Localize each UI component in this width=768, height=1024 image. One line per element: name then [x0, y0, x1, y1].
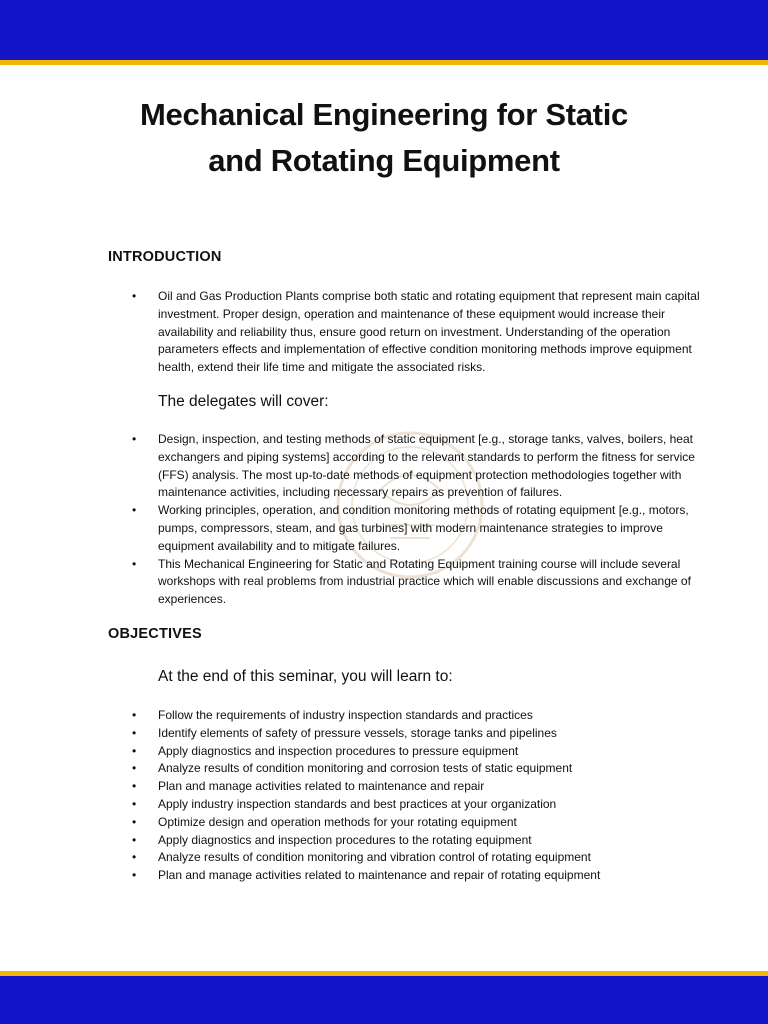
bullet-icon: • — [132, 779, 137, 794]
objective-text: Analyze results of condition monitoring and corrosion tests of static equipment — [158, 761, 573, 776]
list-item — [0, 707, 703, 725]
objective-text: Apply diagnostics and inspection procedures to the rotating equipment — [158, 832, 532, 847]
bullet-icon: • — [132, 868, 137, 883]
cover-item-text: This Mechanical Engineering for Static and Rotating Equipment training course will include several workshops with real problems from industrial practice which will enable discussions and exchange of experiences. — [158, 556, 691, 607]
cover-list — [0, 431, 703, 609]
objective-text: Identify elements of safety of pressure vessels, storage tanks and pipelines — [158, 725, 557, 740]
list-item — [0, 796, 703, 814]
header-band — [0, 0, 768, 65]
list-item — [0, 502, 703, 555]
bullet-icon: • — [132, 725, 137, 740]
introduction-paragraph: Oil and Gas Production Plants comprise both static and rotating equipment that represent main capital investment. Proper design, operation and maintenance of these equipment would increase their availability and reliability thus, ensure good return on investment. Understanding of the operation parameters effects and implementation of effective condition monitoring methods improve equipment health, extend their life time and mitigate the associated risks. — [158, 289, 700, 375]
objective-text: Plan and manage activities related to maintenance and repair of rotating equipment — [158, 868, 601, 883]
bullet-icon: • — [132, 850, 137, 865]
bullet-icon: • — [132, 743, 137, 758]
cover-item-text: Design, inspection, and testing methods of static equipment [e.g., storage tanks, valves, boilers, heat exchangers and piping systems] according to the relevant standards to perform the fitness for service (FFS) analysis. The most up-to-date methods of equipment protection methodologies together with maintenance activities, including necessary repairs as prevention of failures. — [158, 432, 695, 500]
objectives-list — [0, 707, 703, 885]
objective-text: Follow the requirements of industry inspection standards and practices — [158, 708, 533, 722]
objective-text: Plan and manage activities related to maintenance and repair — [158, 779, 485, 794]
list-item — [0, 832, 703, 850]
bullet-icon: • — [132, 832, 137, 847]
objective-text: Optimize design and operation methods for your rotating equipment — [158, 814, 517, 829]
objectives-heading: OBJECTIVES — [108, 626, 202, 642]
objectives-lead: At the end of this seminar, you will learn to: — [158, 668, 453, 685]
list-item — [0, 556, 703, 609]
list-item — [0, 814, 703, 832]
list-item — [0, 725, 703, 743]
bullet-icon: • — [132, 796, 137, 811]
objective-text: Analyze results of condition monitoring and vibration control of rotating equipment — [158, 850, 591, 865]
introduction-heading: INTRODUCTION — [108, 249, 222, 265]
bullet-icon: • — [132, 289, 137, 303]
list-item — [0, 778, 703, 796]
objective-text: Apply industry inspection standards and best practices at your organization — [158, 796, 557, 811]
delegates-cover-heading: The delegates will cover: — [158, 393, 329, 410]
list-item — [0, 743, 703, 761]
objective-text: Apply diagnostics and inspection procedures to pressure equipment — [158, 743, 519, 758]
list-item — [0, 849, 703, 867]
page-title-line-2: and Rotating Equipment — [208, 143, 560, 178]
bullet-icon: • — [132, 432, 137, 446]
page-title — [0, 92, 768, 184]
list-item — [0, 867, 703, 885]
cover-item-text: Working principles, operation, and condition monitoring methods of rotating equipment [e.g., motors, pumps, compressors, steam, and gas turbines] with modern maintenance strategies to improve equipment availability and to mitigate failures. — [158, 503, 689, 553]
bullet-icon: • — [132, 556, 137, 571]
list-item — [0, 760, 703, 778]
footer-band — [0, 971, 768, 1024]
introduction-list — [0, 288, 703, 377]
bullet-icon: • — [132, 708, 137, 722]
bullet-icon: • — [132, 761, 137, 776]
list-item — [0, 288, 703, 377]
bullet-icon: • — [132, 814, 137, 829]
list-item — [0, 431, 703, 502]
bullet-icon: • — [132, 503, 137, 518]
page-title-line-1: Mechanical Engineering for Static — [140, 97, 628, 132]
